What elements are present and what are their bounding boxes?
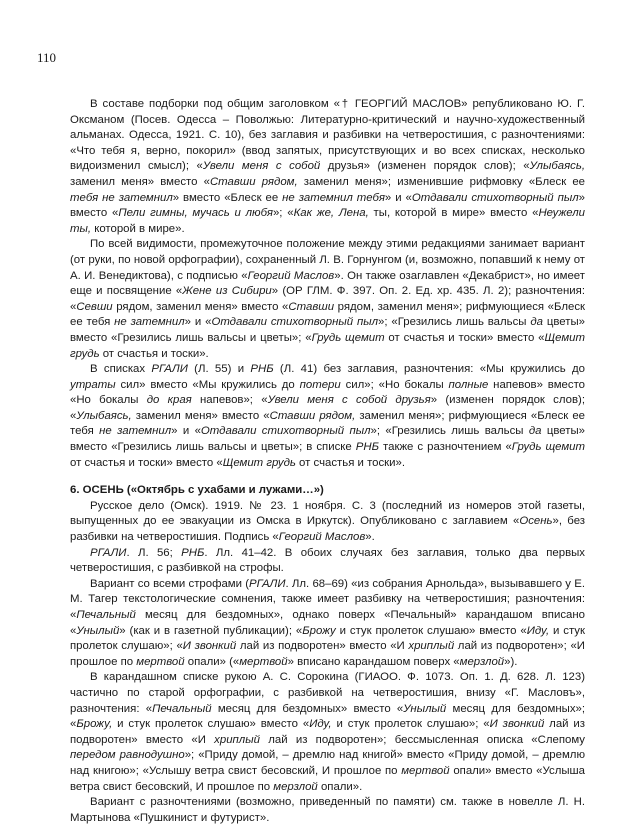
text-run: заменил меня» вместо « [70,175,210,188]
italic-run: Увели меня с собой [202,160,321,173]
italic-run: Ставши рядом, [269,409,356,422]
commentary-section-5 [70,97,585,471]
paragraph [70,499,585,546]
italic-run: Осень [519,515,553,528]
italic-run: Неужели ты, [70,207,585,235]
text-run: »; «Приду домой, – дремлю над книгой» вместо «Приду домой, – дремлю над книгою»; «Услышу ветра свист бесовский, И прошлое по [70,749,585,777]
text-run: » (изменен порядок слов); « [70,394,586,422]
italic-run: до края [146,394,192,407]
text-run: » (ОР ГЛМ. Ф. 397. Оп. 2. Ед. хр. 435. Л. 2); разночтения: « [70,285,585,313]
italic-run: тебя не затемнил [70,191,173,204]
text-run: лай из подворотен»; «И прошлое по [70,640,585,668]
italic-run: мерзлой [459,655,505,668]
text-run: »; «Грезились лишь вальсы [378,316,531,329]
italic-run: Унылый [403,702,447,715]
italic-run: Щемит грудь [222,456,296,469]
text-run: » и « [384,191,412,204]
paragraph [70,577,585,671]
text-run: заменил меня»; рифмующиеся «Блеск ее тебя [70,409,586,438]
italic-run: мерзлой [273,780,318,793]
text-run: . Лл. 68–69) «из собрания Арнольда», вызывавшего у Е. М. Тагер текстологические сомнения, также имеет разбивку на четверостишия; разночтения: « [70,577,585,621]
italic-run: Как же, Лена, [293,207,369,220]
italic-run: И звонкий [182,640,237,653]
italic-run: утраты [70,378,116,391]
text-run: лай из подворотен» вместо «И [236,640,409,653]
text-run: » вместо «Блеск ее [172,191,283,204]
italic-run: Брожу [302,624,336,637]
italic-run: Отдавали стихотворный пыл [211,316,379,329]
text-run: . Л. 56; [126,546,182,559]
italic-run: Брожу, [76,718,113,731]
italic-run: мертвой [136,655,185,668]
italic-run: Иду, [309,718,332,731]
commentary-section-6 [70,499,585,826]
text-run: ». [365,531,375,544]
text-run: »). [504,655,518,668]
paragraph [70,546,585,577]
italic-run: Улыбаясь, [529,160,586,173]
text-run: » и « [184,316,212,329]
text-run: от счастья и тоски» вместо « [70,456,223,469]
italic-run: полные [448,378,489,391]
text-run: месяц для бездомных» вместо « [211,702,404,715]
italic-run: Унылый [76,624,120,637]
text-run: опали». [317,780,363,793]
italic-run: Печальный [76,609,136,621]
section-heading: 6. ОСЕНЬ («Октябрь с ухабами и лужами…») [70,484,324,497]
text-run: и стук пролеток слушаю» вместо « [335,624,527,637]
text-run: сил»; «Но бокалы [340,378,449,391]
text-run: лай из подворотен»; бессмысленная описка «Слепому [259,733,586,746]
italic-run: Иду, [526,624,550,637]
italic-run: Щемит грудь [70,331,585,360]
paragraph [70,97,585,237]
italic-run: да [530,316,543,329]
text-run: и стук пролеток слушаю» вместо « [112,718,310,731]
text-run: и стук пролеток слушаю»; « [331,718,490,731]
text-run: »; « [272,207,294,220]
text-run: цветы» вместо «Грезились лишь вальсы и цветы»; в списке [70,425,585,454]
text-run: ». Он также озаглавлен «Декабрист», но имеет еще и посвящение « [70,269,585,298]
text-run: », без разбивки на четверостишия. Подпись « [70,515,586,544]
text-run: друзья» (изменен порядок слов); « [320,160,530,173]
text-run: заменил меня» вместо « [131,409,270,422]
text-run: месяц для бездомных»; « [70,702,586,731]
italic-run: РГАЛИ [151,363,188,376]
text-run: напевов»; « [191,394,268,407]
italic-run: Улыбаясь, [76,409,132,422]
italic-run: передом равнодушно [70,749,185,762]
italic-run: И звонкий [489,718,545,731]
text-run: По всей видимости, промежуточное положение между этими редакциями занимает вариант (от руки, по новой орфографии), сохраненный Л. В. Горнунгом (и, возможно, попавший к нему от А. И. Венедиктова), с подписью « [70,238,585,282]
text-run: ты, которой в мире» вместо « [368,207,539,220]
text-run: Русское дело (Омск). 1919. № 23. 1 ноября. С. 3 (последний из номеров этой газеты, выпущенных до ее эвакуации из Омска в Иркутск). Опубликовано с заглавием « [70,499,585,528]
italic-run: РГАЛИ [249,577,286,590]
text-run: от счастья и тоски». [99,347,209,360]
italic-run: мертвой [401,764,450,777]
text-run: от счастья и тоски». [295,456,406,469]
text-run: от счастья и тоски» вместо « [384,331,545,344]
text-run: (Л. 41) без заглавия, разночтения: «Мы кружились до [273,363,585,376]
italic-run: Отдавали стихотворный пыл [411,191,579,204]
text-run: лай из подворотен» вместо «И [70,718,585,746]
text-run: Вариант со всеми строфами ( [90,577,250,590]
text-run: Вариант с разночтениями (возможно, приведенный по памяти) см. также в новелле Л. Н. Мартынова «Пушкинист и футурист». [70,796,585,824]
text-run: рядом, заменил меня» вместо « [112,300,289,313]
italic-run: мертвой [239,655,288,668]
italic-run: Печальный [152,702,212,715]
italic-run: Грудь щемит [311,331,385,344]
italic-run: потери [299,378,341,391]
italic-run: не затемнил тебя [282,191,385,204]
text-run: опали» вместо «Услыша ветра свист бесовский, И прошлое по [70,764,585,793]
italic-run: хриплый [408,640,455,653]
text-run: сил» вместо «Мы кружились до [115,378,300,391]
italic-run: Грудь щемит [511,441,585,454]
text-run: напевов» вместо «Но бокалы [70,378,585,407]
italic-run: РНБ [181,546,205,559]
text-run: В карандашном списке рукою А. С. Сорокина (ГИАОО. Ф. 1073. Оп. 1. Д. 628. Л. 123) частично по старой орфографии, с разбивкой на четверостишия, внизу «Г. Масловъ», разночтения: « [70,671,585,715]
italic-run: РНБ [355,441,380,454]
paragraph [70,237,585,362]
text-run: месяц для бездомных», однако поверх «Печальный» карандашом вписано « [70,609,585,637]
text-run: »; «Грезились лишь вальсы [370,425,529,438]
italic-run: Севши [76,300,113,313]
text-run: » вписано карандашом поверх « [287,655,460,668]
text-run: В составе подборки под общим заголовком «† ГЕОРГИЙ МАСЛОВ» републиковано Ю. Г. Оксманом (Посев. Одесса – Поволжью: Литературно-критический и научно-художественный альманах. Одесса, 1921. С. 10), без заглавия и разбивки на четверостишия, с разночтениями: «Что тебя я, верно, покорил» (ввод запятых, присутствующих и во всех списках, несколько видоизменил смысл); « [70,98,585,173]
text-run: также с разночтением « [379,441,512,454]
paragraph [70,670,585,795]
text-run: В списках [90,363,152,376]
italic-run: Георгий Маслов [247,269,335,282]
text-run: опали» (« [184,655,240,668]
italic-run: Увели меня с собой друзья [267,394,431,407]
text-run: которой в мире». [91,222,185,235]
italic-run: не затемнил [114,316,185,329]
text-run: (Л. 55) и [187,363,251,376]
italic-run: да [528,425,542,438]
italic-run: РГАЛИ [90,546,127,559]
italic-run: хриплый [214,733,260,746]
text-run: » (как и в газетной публикации); « [119,624,303,637]
italic-run: Ставши [288,300,335,313]
text-run: » вместо « [70,191,585,220]
italic-run: Пели гимны, мучась и любя [118,207,273,220]
paragraph [70,362,585,471]
text-run: цветы» вместо «Грезились лишь вальсы и цветы»; « [70,316,585,344]
text-run: рядом, заменил меня»; рифмующиеся «Блеск ее тебя [70,300,585,329]
italic-run: Жене из Сибири [182,285,272,298]
text-run: и стук пролеток слушаю»; « [70,624,585,653]
text-run: » и « [171,425,201,438]
italic-run: РНБ [250,363,274,376]
page-number: 110 [37,50,57,65]
text-run: . Лл. 41–42. В обоих случаях без заглавия, только два первых четверостишия, с разбивкой на строфы. [70,546,585,575]
italic-run: не затемнил [99,425,172,438]
page-body [70,97,585,826]
italic-run: Отдавали стихотворный пыл [200,425,371,438]
italic-run: Ставши рядом, [209,175,298,188]
text-run: заменил меня»; изменившие рифмовку «Блеск ее [297,175,585,188]
italic-run: Георгий Маслов [278,531,366,544]
